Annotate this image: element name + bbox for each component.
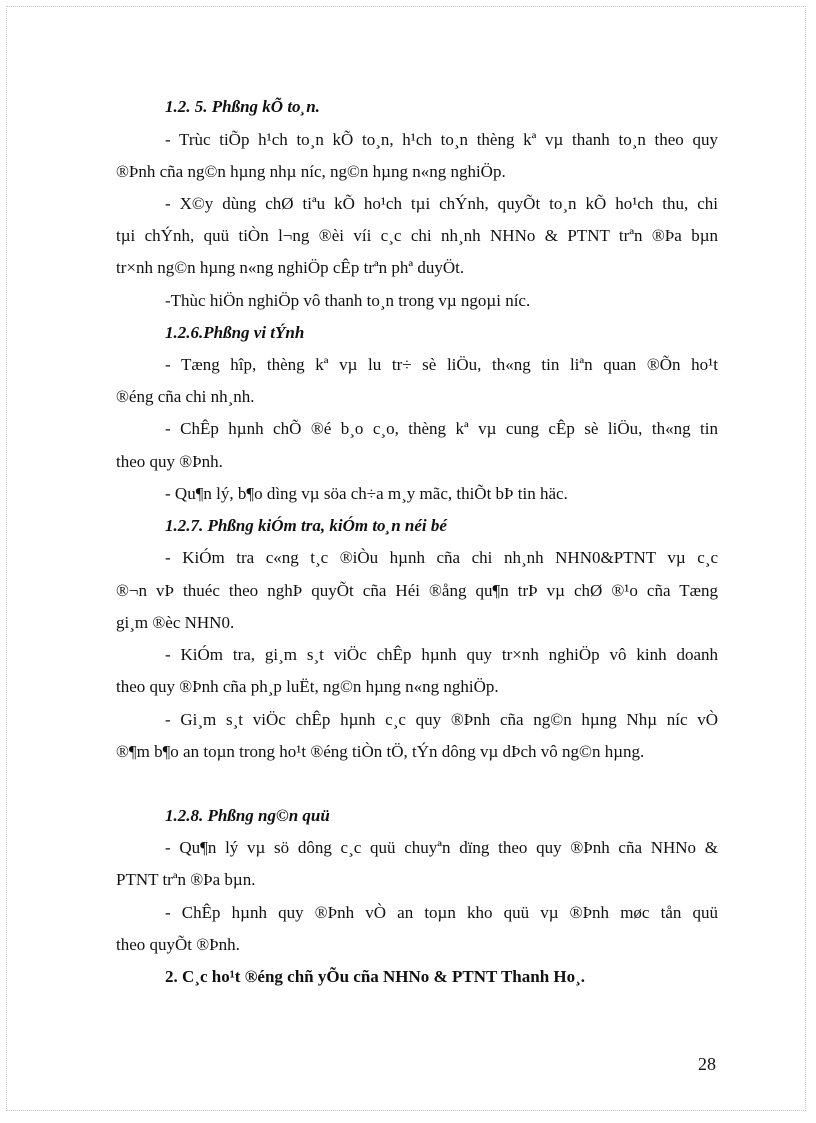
heading-treasury-dept: 1.2.8. Phßng ng©n quü: [165, 806, 330, 825]
paragraph-line: - Gi¸m s¸t viÖc chÊp hµnh c¸c quy ®Þnh cña ng©n hµng Nhµ níc vÒ: [165, 710, 718, 729]
paragraph-line: - Trùc tiÕp h¹ch to¸n kÕ to¸n, h¹ch to¸n thèng kª vµ thanh to¸n theo quy: [165, 130, 718, 149]
paragraph-line: tµi chÝnh, quü tiÒn l¬ng ®èi víi c¸c chi nh¸nh NHNo & PTNT trªn ®Þa bµn: [116, 226, 718, 245]
paragraph-line: ®¬n vÞ thuéc theo nghÞ quyÕt cña Héi ®ång qu¶n trÞ vµ chØ ®¹o cña Tæng: [116, 581, 718, 600]
paragraph-line: - KiÓm tra c«ng t¸c ®iÒu hµnh cña chi nh¸nh NHN0&PTNT vµ c¸c: [165, 548, 718, 567]
paragraph-line: theo quy ®Þnh cña ph¸p luËt, ng©n hµng n«ng nghiÖp.: [116, 677, 499, 696]
paragraph-line: - Qu¶n lý, b¶o dìng vµ söa ch÷a m¸y mãc, thiÕt bÞ tin häc.: [165, 484, 568, 503]
heading-audit-dept: 1.2.7. Phßng kiÓm tra, kiÓm to¸n néi bé: [165, 516, 447, 535]
paragraph-line: gi¸m ®èc NHN0.: [116, 613, 235, 632]
paragraph-line: - KiÓm tra, gi¸m s¸t viÖc chÊp hµnh quy tr×nh nghiÖp vô kinh doanh: [165, 645, 718, 664]
paragraph-line: - ChÊp hµnh chÕ ®é b¸o c¸o, thèng kª vµ cung cÊp sè liÖu, th«ng tin: [165, 419, 718, 438]
paragraph-line: ®¶m b¶o an toµn trong ho¹t ®éng tiÒn tÖ, tÝn dông vµ dÞch vô ng©n hµng.: [116, 742, 645, 761]
paragraph-line: ®Þnh cña ng©n hµng nhµ níc, ng©n hµng n«ng nghiÖp.: [116, 162, 506, 181]
paragraph-line: - ChÊp hµnh quy ®Þnh vÒ an toµn kho quü vµ ®Þnh møc tån quü: [165, 903, 718, 922]
page-number: 28: [698, 1054, 716, 1074]
paragraph-line: tr×nh ng©n hµng n«ng nghiÖp cÊp trªn phª duyÖt.: [116, 258, 465, 277]
heading-accounting-dept: 1.2. 5. Phßng kÕ to¸n.: [165, 97, 320, 116]
paragraph-line: - X©y dùng chØ tiªu kÕ ho¹ch tµi chÝnh, quyÕt to¸n kÕ ho¹ch thu, chi: [165, 194, 718, 213]
paragraph-line: -Thùc hiÖn nghiÖp vô thanh to¸n trong vµ ngoµi níc.: [165, 291, 531, 310]
paragraph-line: theo quy ®Þnh.: [116, 452, 223, 471]
paragraph-line: PTNT trªn ®Þa bµn.: [116, 870, 256, 889]
paragraph-line: - Tæng hîp, thèng kª vµ lu tr÷ sè liÖu, th«ng tin liªn quan ®Õn ho¹t: [165, 355, 718, 374]
heading-it-dept: 1.2.6.Phßng vi tÝnh: [165, 323, 305, 342]
paragraph-line: - Qu¶n lý vµ sö dông c¸c quü chuyªn dïng theo quy ®Þnh cña NHNo &: [165, 838, 718, 857]
paragraph-line: theo quyÕt ®Þnh.: [116, 935, 240, 954]
paragraph-line: ®éng cña chi nh¸nh.: [116, 387, 255, 406]
section-heading: 2. C¸c ho¹t ®éng chñ yÕu cña NHNo & PTNT Thanh Ho¸.: [165, 967, 586, 986]
